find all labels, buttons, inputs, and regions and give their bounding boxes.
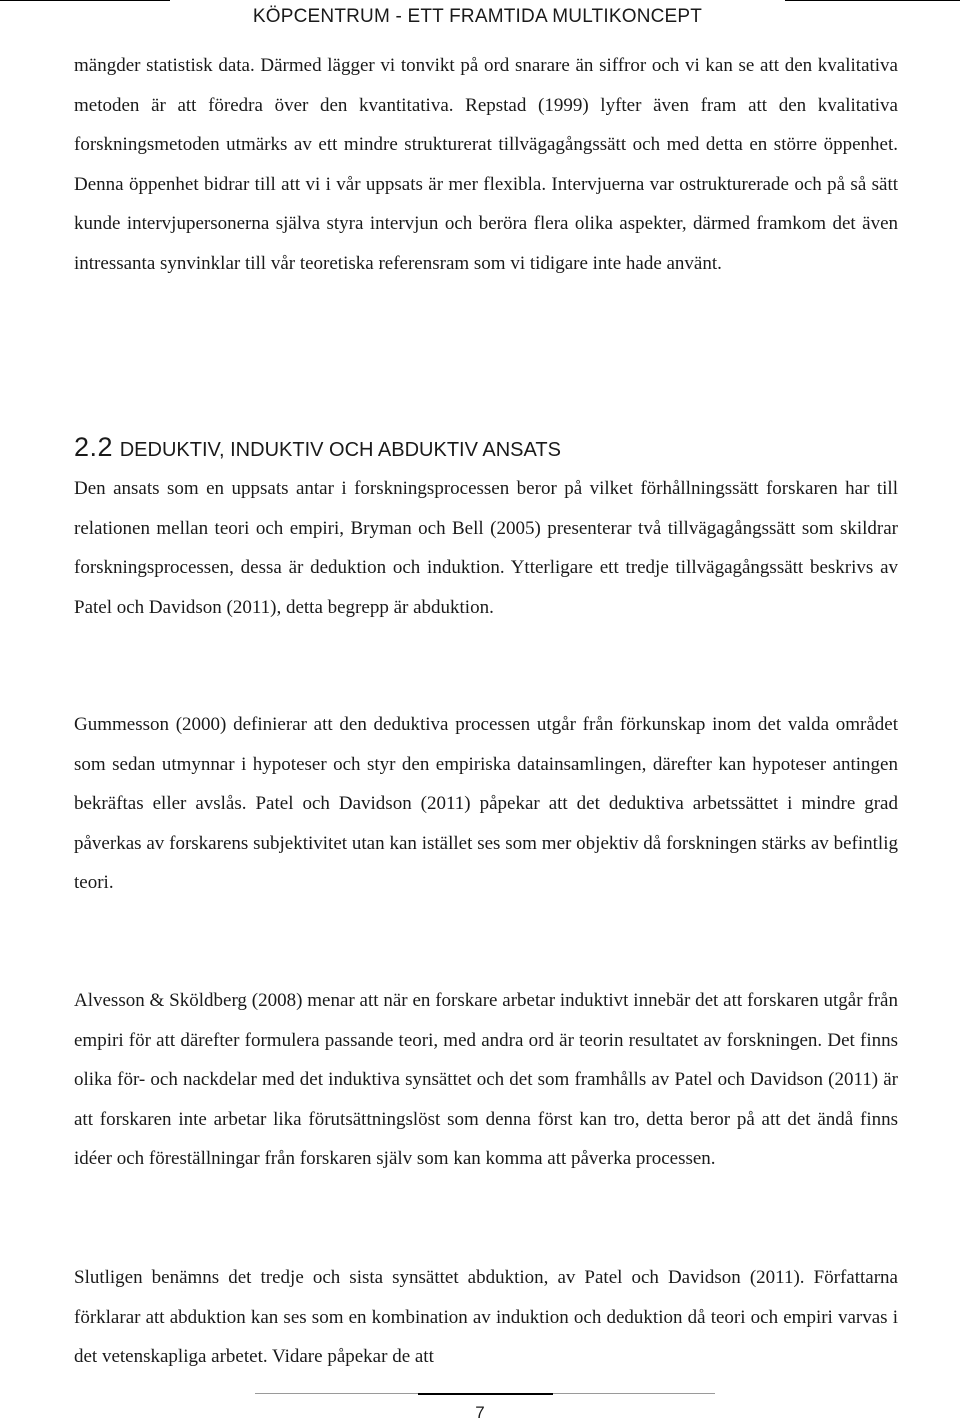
header-rule-right [785, 0, 960, 1]
section-title: DEDUKTIV, INDUKTIV OCH ABDUKTIV ANSATS [119, 439, 561, 461]
paragraph-abduction: Slutligen benämns det tredje och sista synsättet abduktion, av Patel och Davidson (2011). Författarna förklarar att abduktion kan ses som en kombination av induktion och deduktion då teori och empiri varvas i det vetenskapliga arbetet. Vidare påpekar de att [74, 1267, 898, 1367]
footer-rule-accent [418, 1393, 553, 1395]
page-number: 7 [475, 1403, 485, 1422]
section-heading [74, 432, 561, 463]
paragraph-induction: Alvesson & Sköldberg (2008) menar att när en forskare arbetar induktivt innebär det att forskaren utgår från empiri för att därefter formulera passande teori, med andra ord är teorin resultatet av forskningen. Det finns olika för- och nackdelar med det induktiva synsättet och det som framhålls av Patel och Davidson (2011) är att forskaren inte arbetar lika förutsättningslöst som denna först kan tro, detta beror på att det ändå finns idéer och föreställningar från forskaren själv som kan komma att påverka processen. [74, 990, 898, 1169]
running-header: KÖPCENTRUM - ETT FRAMTIDA MULTIKONCEPT [252, 6, 703, 27]
paragraph-qualitative-method: mängder statistisk data. Därmed lägger vi tonvikt på ord snarare än siffror och vi kan se att den kvalitativa metoden är att föredra över den kvantitativa. Repstad (1999) lyfter även fram att den kvalitativa forskningsmetoden utmärks av ett mindre strukturerat tillvägagångssätt och med detta en större öppenhet. Denna öppenhet bidrar till att vi i vår uppsats är mer flexibla. Intervjuerna var ostrukturerade och på så sätt kunde intervjupersonerna själva styra intervjun och beröra flera olika aspekter, därmed framkom det även intressanta synvinklar till vår teoretiska referensram som vi tidigare inte hade använt. [74, 55, 898, 274]
section-number: 2.2 [74, 432, 114, 462]
paragraph-deduction: Gummesson (2000) definierar att den deduktiva processen utgår från förkunskap inom det valda området som sedan utmynnar i hypoteser och styr den empiriska datainsamlingen, därefter kan hypoteser antingen bekräftas eller avslås. Patel och Davidson (2011) påpekar att det deduktiva arbetssättet i mindre grad påverkas av forskarens subjektivitet utan kan istället ses som mer objektiv då forskningen stärks av befintlig teori. [74, 714, 898, 893]
paragraph-approach-intro: Den ansats som en uppsats antar i forskningsprocessen beror på vilket förhållningssätt forskaren har till relationen mellan teori och empiri, Bryman och Bell (2005) presenterar två tillvägagångssätt som skildrar forskningsprocessen, dessa är deduktion och induktion. Ytterligare ett tredje tillvägagångssätt beskrivs av Patel och Davidson (2011), detta begrepp är abduktion. [74, 478, 898, 618]
header-rule-left [0, 0, 170, 1]
